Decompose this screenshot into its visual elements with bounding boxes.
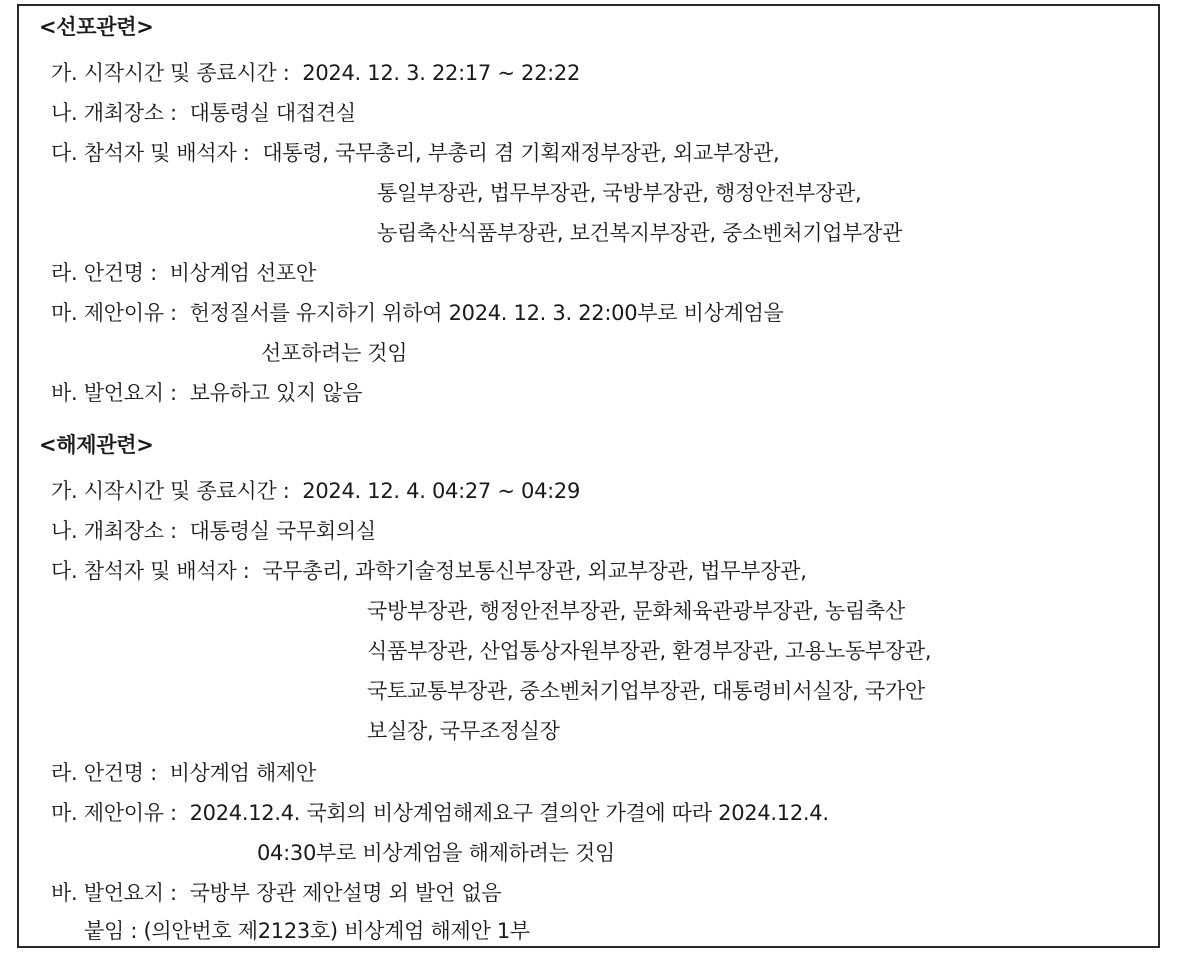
- row-value: 대통령실 대접견실: [189, 101, 356, 125]
- row-value: 2024.12.4. 국회의 비상계엄해제요구 결의안 가결에 따라 2024.12.4.: [189, 801, 829, 825]
- row-label: 다. 참석자 및 배석자 :: [51, 559, 256, 583]
- document-box: [17, 4, 1160, 948]
- row-value: 2024. 12. 3. 22:17 ~ 22:22: [302, 61, 581, 85]
- lifting-venue-row: [51, 516, 376, 546]
- row-value: 대통령실 국무회의실: [189, 519, 376, 543]
- row-label: 나. 개최장소 :: [51, 101, 184, 125]
- declaration-remarks-row: [51, 378, 362, 408]
- declaration-time-row: [51, 58, 580, 88]
- row-label: 나. 개최장소 :: [51, 519, 184, 543]
- row-value: 대통령, 국무총리, 부총리 겸 기획재정부장관, 외교부장관,: [262, 141, 780, 165]
- declaration-agenda-row: [51, 258, 316, 288]
- declaration-venue-row: [51, 98, 356, 128]
- row-label: 라. 안건명 :: [51, 261, 164, 285]
- row-label: 가. 시작시간 및 종료시간 :: [51, 479, 296, 503]
- row-label: 가. 시작시간 및 종료시간 :: [51, 61, 296, 85]
- lifting-attendees-line-5: 보실장, 국무조정실장: [367, 719, 560, 743]
- lifting-agenda-row: [51, 758, 316, 788]
- lifting-attendees-line-2: 국방부장관, 행정안전부장관, 문화체육관광부장관, 농림축산: [367, 599, 905, 623]
- row-value: 국무총리, 과학기술정보통신부장관, 외교부장관, 법무부장관,: [262, 559, 807, 583]
- row-value: 비상계엄 선포안: [169, 261, 316, 285]
- row-value: 2024. 12. 4. 04:27 ~ 04:29: [302, 479, 581, 503]
- attachment-note: 붙임 : (의안번호 제2123호) 비상계엄 해제안 1부: [84, 919, 530, 943]
- lifting-attendees-row: [51, 556, 807, 586]
- declaration-reason-row: [51, 298, 784, 328]
- declaration-attendees-line-3: 농림축산식품부장관, 보건복지부장관, 중소벤처기업부장관: [377, 221, 903, 245]
- declaration-reason-line-2: 선포하려는 것임: [261, 341, 408, 365]
- lifting-reason-line-2: 04:30부로 비상계엄을 해제하려는 것임: [257, 841, 615, 865]
- row-label: 마. 제안이유 :: [51, 801, 184, 825]
- row-value: 비상계엄 해제안: [169, 761, 316, 785]
- lifting-attendees-line-4: 국토교통부장관, 중소벤처기업부장관, 대통령비서실장, 국가안: [367, 679, 925, 703]
- lifting-remarks-row: [51, 878, 501, 908]
- row-label: 바. 발언요지 :: [51, 881, 184, 905]
- row-label: 마. 제안이유 :: [51, 301, 184, 325]
- lifting-reason-row: [51, 798, 829, 828]
- row-value: 국방부 장관 제안설명 외 발언 없음: [189, 881, 502, 905]
- lifting-attendees-line-3: 식품부장관, 산업통상자원부장관, 환경부장관, 고용노동부장관,: [367, 639, 932, 663]
- section-title-lifting: <해제관련>: [39, 433, 154, 457]
- row-value: 헌정질서를 유지하기 위하여 2024. 12. 3. 22:00부로 비상계엄을: [189, 301, 784, 325]
- section-title-declaration: <선포관련>: [39, 15, 154, 39]
- row-value: 보유하고 있지 않음: [189, 381, 363, 405]
- row-label: 바. 발언요지 :: [51, 381, 184, 405]
- declaration-attendees-line-2: 통일부장관, 법무부장관, 국방부장관, 행정안전부장관,: [377, 181, 862, 205]
- row-label: 다. 참석자 및 배석자 :: [51, 141, 256, 165]
- row-label: 라. 안건명 :: [51, 761, 164, 785]
- lifting-time-row: [51, 476, 580, 506]
- declaration-attendees-row: [51, 138, 779, 168]
